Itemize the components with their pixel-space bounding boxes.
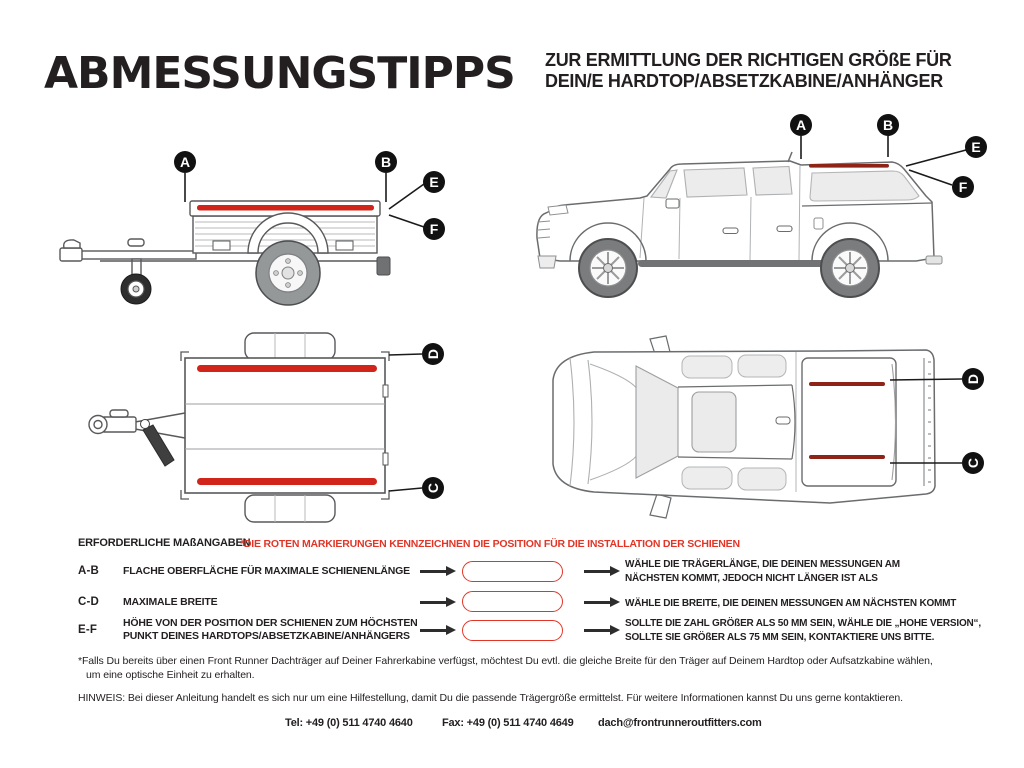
svg-text:F: F: [429, 221, 439, 237]
front-wheel: [579, 239, 637, 297]
measurement-input-ef[interactable]: [462, 620, 563, 641]
fuel-door: [814, 218, 823, 229]
label-badge-b: [375, 151, 397, 173]
row-advice-cd: WÄHLE DIE BREITE, DIE DEINEN MESSUNGEN AM NÄCHSTEN KOMMT: [625, 598, 957, 609]
trailer-top-view-drawing: [40, 325, 470, 530]
subtitle-line-1: ZUR ERMITTLUNG DER RICHTIGEN GRÖßE FÜR: [545, 50, 952, 70]
figure-trailer-side-view: [40, 115, 470, 330]
svg-text:D: D: [425, 348, 441, 360]
label-badge-a: [790, 114, 812, 136]
front-door-window: [684, 168, 747, 197]
measurements-heading: ERFORDERLICHE MAßANGABEN: [78, 537, 251, 549]
trailer-side-view-drawing: [40, 115, 470, 325]
svg-text:C: C: [425, 482, 441, 494]
row-desc-cd: MAXIMALE BREITE: [123, 596, 218, 608]
canopy-window: [810, 171, 919, 201]
hitch-coupler: [64, 240, 80, 248]
label-badge-c: [422, 477, 444, 499]
desc-line: PUNKT DEINES HARDTOPS/ABSETZKABINE/ANHÄNGERS: [123, 630, 410, 642]
latch: [213, 241, 230, 250]
label-badge-f: [952, 176, 974, 198]
figure-truck-top-view: [530, 330, 1000, 530]
rail-position-marker: [197, 478, 377, 485]
svg-text:B: B: [380, 154, 392, 170]
rear-bumper: [926, 256, 942, 264]
footnote-line-1: *Falls Du bereits über einen Front Runner Dachträger auf Deiner Fahrerkabine verfügst, möchtest Du evtl. die gleiche Breite für den Träger auf Deinem Hardtop oder Aufsatzkabine wählen,: [78, 655, 933, 667]
advice-line: NÄCHSTEN KOMMT, JEDOCH NICHT LÄNGER IST ALS: [625, 572, 878, 584]
row-key-cd: C-D: [78, 596, 100, 608]
rear-door-window: [753, 167, 792, 196]
page-subtitle: [545, 50, 965, 92]
fender-bottom: [245, 495, 335, 522]
arrow-right-icon: [584, 629, 611, 632]
row-desc-ab: FLACHE OBERFLÄCHE FÜR MAXIMALE SCHIENENLÄNGE: [123, 565, 410, 577]
footnote-line-2: um eine optische Einheit zu erhalten.: [86, 669, 255, 681]
sunroof: [692, 392, 736, 452]
arrow-right-icon: [584, 601, 611, 604]
row-key-ab: A-B: [78, 565, 100, 577]
row-key-ef: E-F: [78, 624, 98, 636]
label-badge-e: [965, 136, 987, 158]
rail-position-marker: [197, 205, 374, 211]
svg-text:A: A: [795, 117, 807, 133]
row-desc-ef: [123, 617, 418, 643]
arrow-right-icon: [584, 570, 611, 573]
lever-pivot: [141, 420, 150, 429]
measurement-input-ab[interactable]: [462, 561, 563, 582]
advice-line: SOLLTE SIE GRÖßER ALS 75 MM SEIN, KONTAKTIERE UNS BITTE.: [625, 631, 935, 643]
latch: [336, 241, 353, 250]
jockey-wheel: [121, 274, 151, 304]
rocker-step: [638, 260, 828, 267]
label-badge-c: [962, 452, 984, 474]
canopy-top: [802, 358, 896, 486]
hinweis-note: HINWEIS: Bei dieser Anleitung handelt es sich nur um eine Hilfestellung, damit Du die passende Trägergröße ermittelst. Für weitere Informationen kannst Du uns gerne kontaktieren.: [78, 692, 903, 704]
label-badge-e: [423, 171, 445, 193]
label-badge-b: [877, 114, 899, 136]
label-badge-d: [422, 343, 444, 365]
trailer-wheel: [256, 241, 320, 305]
trailer-drawbar-top: [89, 410, 185, 438]
arrow-right-icon: [420, 570, 447, 573]
truck-side-view-drawing: [520, 110, 1010, 315]
svg-text:D: D: [965, 373, 981, 385]
measurement-input-cd[interactable]: [462, 591, 563, 612]
contact-fax: Fax: +49 (0) 511 4740 4649: [442, 717, 574, 729]
svg-text:B: B: [882, 117, 894, 133]
figure-trailer-top-view: [40, 325, 470, 535]
svg-text:E: E: [429, 174, 439, 190]
contact-tel: Tel: +49 (0) 511 4740 4640: [285, 717, 413, 729]
headlight: [548, 205, 568, 215]
svg-text:A: A: [179, 154, 191, 170]
bed-handle: [776, 417, 790, 424]
jockey-crank: [128, 239, 144, 246]
row-advice-ef: [625, 617, 981, 644]
advice-line: SOLLTE DIE ZAHL GRÖßER ALS 50 MM SEIN, WÄHLE DIE „HOHE VERSION“,: [625, 618, 981, 629]
contact-email: dach@frontrunneroutfitters.com: [598, 717, 762, 729]
arrow-right-icon: [420, 629, 447, 632]
label-badge-a: [174, 151, 196, 173]
front-bumper-lip: [538, 256, 556, 268]
side-mirror: [666, 199, 679, 208]
trailer-box-top: [185, 358, 385, 493]
advice-line: WÄHLE DIE TRÄGERLÄNGE, DIE DEINEN MESSUNGEN AM: [625, 559, 900, 570]
leader-lines: [389, 354, 422, 491]
svg-text:C: C: [965, 457, 981, 469]
rail-position-marker: [809, 455, 885, 459]
rear-roller: [377, 257, 390, 275]
svg-text:E: E: [971, 139, 981, 155]
label-badge-d: [962, 368, 984, 390]
row-advice-ab: [625, 558, 900, 585]
svg-text:F: F: [958, 179, 968, 195]
fender-top: [245, 333, 335, 360]
subtitle-line-2: DEIN/E HARDTOP/ABSETZKABINE/ANHÄNGER: [545, 71, 943, 91]
figure-truck-side-view: [520, 110, 1010, 320]
rail-position-marker: [197, 365, 377, 372]
rail-position-marker: [809, 164, 889, 168]
rail-position-marker: [809, 382, 885, 386]
footnote: [78, 654, 1003, 682]
desc-line: HÖHE VON DER POSITION DER SCHIENEN ZUM HÖCHSTEN: [123, 617, 418, 629]
red-markings-note: *DIE ROTEN MARKIERUNGEN KENNZEICHNEN DIE POSITION FÜR DIE INSTALLATION DER SCHIENEN: [240, 538, 740, 550]
arrow-right-icon: [420, 601, 447, 604]
label-badge-f: [423, 218, 445, 240]
page-title: ABMESSUNGSTIPPS: [44, 48, 515, 99]
rear-wheel: [821, 239, 879, 297]
truck-top-view-drawing: [530, 330, 1000, 525]
